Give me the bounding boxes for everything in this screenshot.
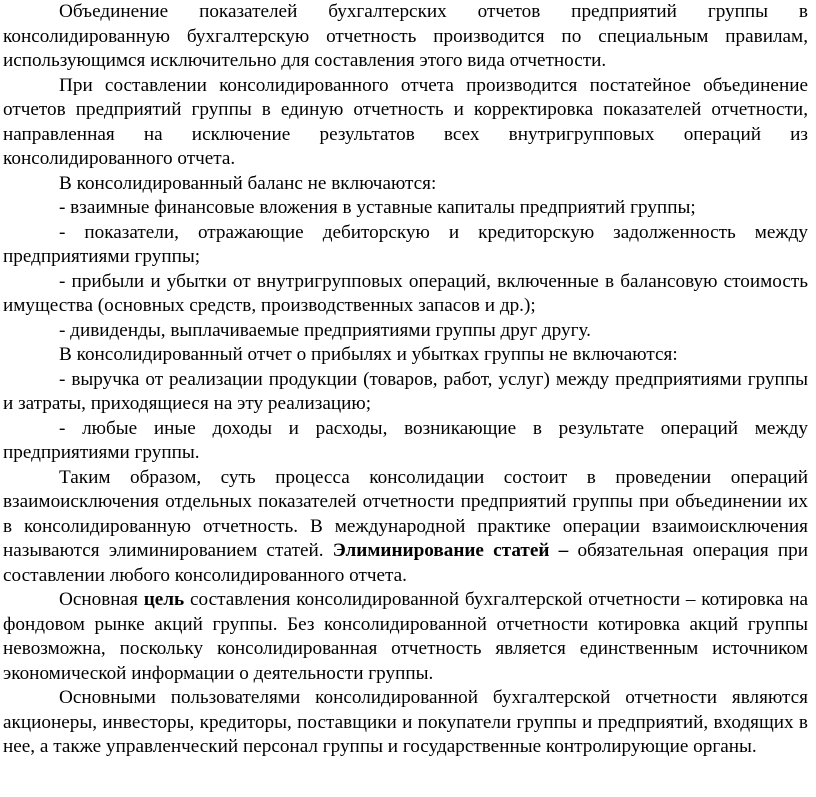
paragraph-goal: [3, 588, 808, 686]
goal-term-bold: цель: [143, 589, 185, 610]
goal-text-end: составления консолидированной бухгалтерской отчетности – котировка на фондовом рынке акций группы. Без консолидированной отчетности котировка акций группы невозможна, поскольку консолидированная отчетность является единственным источником экономической информации о деятельности группы.: [3, 589, 808, 684]
list-item-dividends: - дивиденды, выплачиваемые предприятиями группы друг другу.: [59, 319, 591, 341]
list-item-receivables-payables: - показатели, отражающие дебиторскую и кредиторскую задолженность между предприятиями группы;: [3, 221, 808, 267]
list-item-intragroup-revenue: - выручка от реализации продукции (товаров, работ, услуг) между предприятиями группы и затраты, приходящиеся на эту реализацию;: [3, 368, 808, 414]
paragraph-elimination: [3, 466, 808, 589]
paragraph-users: Основными пользователями консолидированной бухгалтерской отчетности являются акционеры, инвесторы, кредиторы, поставщики и покупатели группы и предприятий, входящих в нее, а также управленческий персонал группы и государственные контролирующие органы.: [3, 687, 808, 757]
list-item-intragroup-profits: - прибыли и убытки от внутригрупповых операций, включенные в балансовую стоимость имущества (основных средств, производственных запасов и др.);: [3, 270, 808, 316]
paragraph-consolidation-process: При составлении консолидированного отчета производится постатейное объединение отчетов предприятий группы в единую отчетность и корректировка показателей отчетности, направленная на исключение результатов всех внутригрупповых операций из консолидированного отчета.: [3, 74, 808, 169]
paragraph-pnl-exclusions-heading: В консолидированный отчет о прибылях и убытках группы не включаются:: [59, 344, 678, 365]
elimination-text-end: обязательная операция при составлении любого консолидированного отчета.: [3, 540, 808, 586]
list-item-other-income-expenses: - любые иные доходы и расходы, возникающие в результате операций между предприятиями группы.: [3, 417, 808, 463]
goal-text-start: Основная: [59, 589, 144, 610]
paragraph-balance-exclusions-heading: В консолидированный баланс не включаются:: [59, 172, 437, 194]
paragraph-intro: Объединение показателей бухгалтерских отчетов предприятий группы в консолидированную бухгалтерскую отчетность производится по специальным правилам, использующимся исключительно для составления этого вида отчетности.: [3, 1, 808, 71]
list-item-mutual-investments: - взаимные финансовые вложения в уставные капиталы предприятий группы;: [59, 197, 696, 218]
elimination-text-start: Таким образом, суть процесса консолидации состоит в проведении операций взаимоисключения отдельных показателей отчетности предприятий группы при объединении их в консолидированную отчетность. В международной практике операции взаимоисключения называются элиминированием статей.: [3, 466, 808, 561]
elimination-term-bold: Элиминирование статей –: [332, 540, 569, 561]
